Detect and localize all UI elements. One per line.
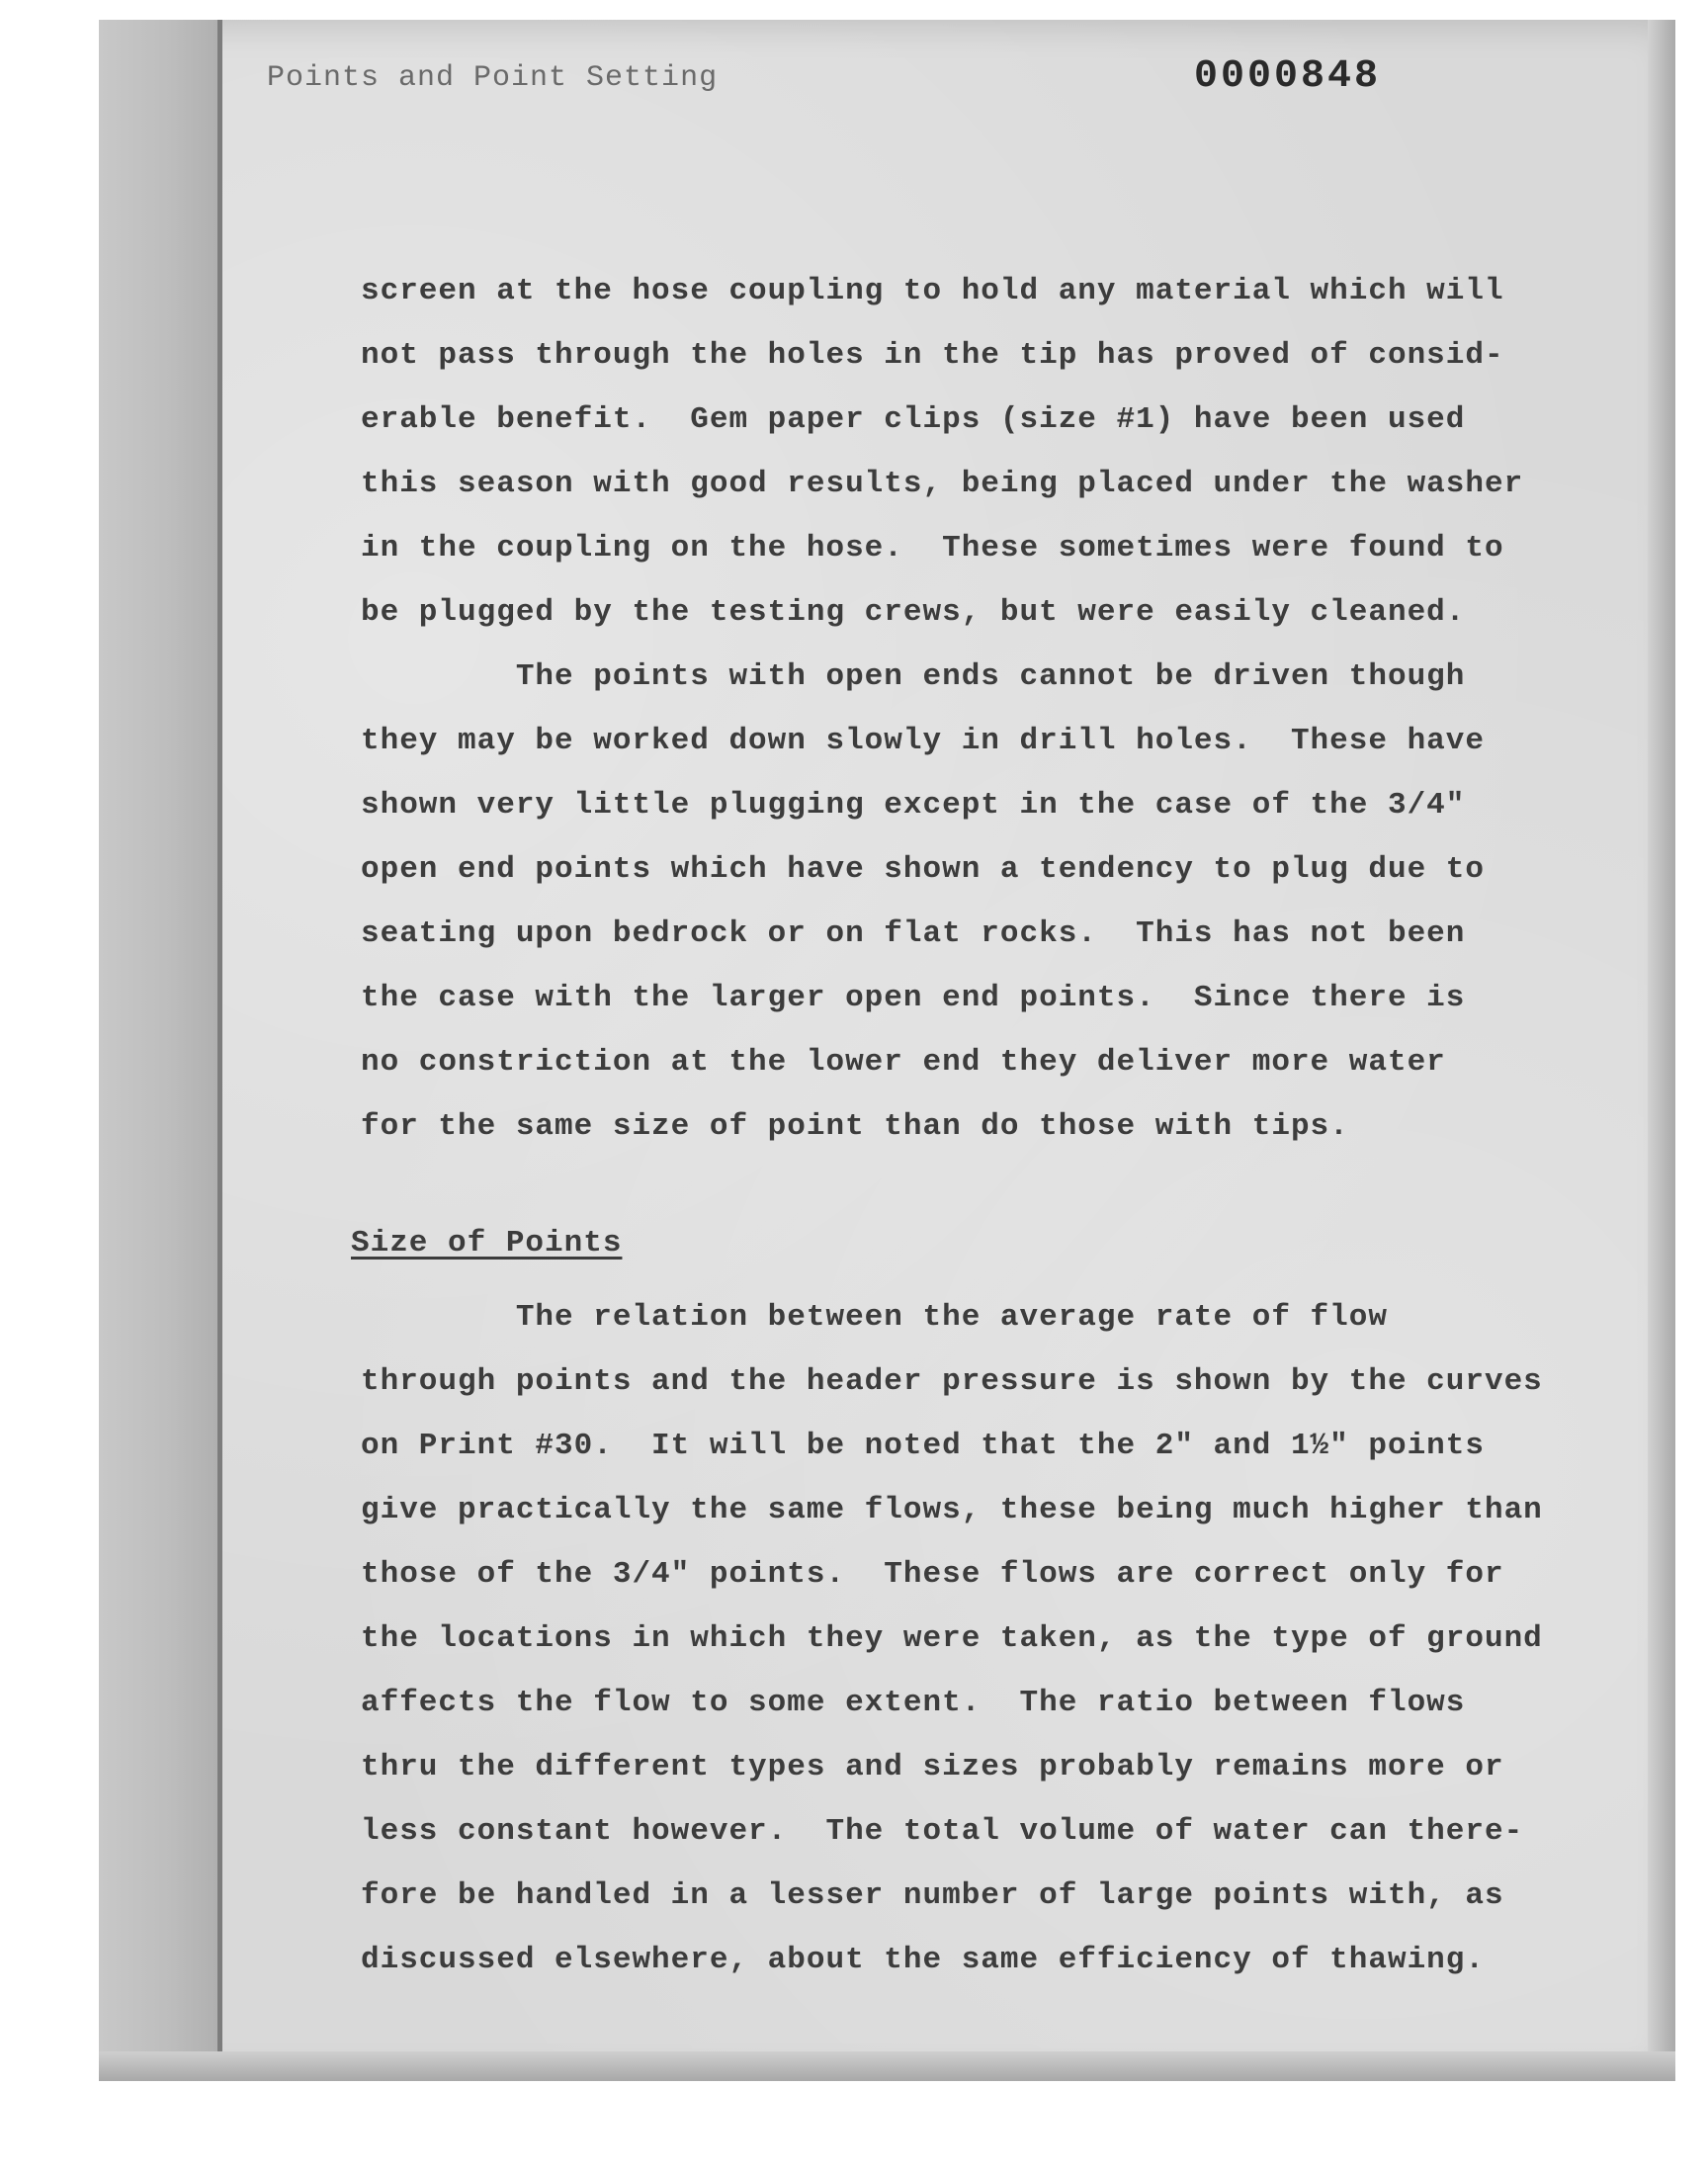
left-margin-strip bbox=[99, 20, 217, 2081]
body-line: the case with the larger open end points. Since there is bbox=[361, 981, 1466, 1015]
body-line: the locations in which they were taken, as the type of ground bbox=[361, 1621, 1543, 1656]
body-line: those of the 3/4" points. These flows are correct only for bbox=[361, 1557, 1504, 1592]
body-line: shown very little plugging except in the case of the 3/4" bbox=[361, 788, 1466, 823]
body-line: less constant however. The total volume of water can there- bbox=[361, 1814, 1524, 1849]
margin-rule bbox=[217, 20, 222, 2081]
body-line: The points with open ends cannot be driven though bbox=[361, 659, 1466, 694]
body-line: on Print #30. It will be noted that the 2" and 1½" points bbox=[361, 1429, 1485, 1463]
body-line: give practically the same flows, these being much higher than bbox=[361, 1493, 1543, 1527]
bottom-page-edge bbox=[99, 2051, 1675, 2081]
body-line: no constriction at the lower end they deliver more water bbox=[361, 1045, 1446, 1080]
body-line: be plugged by the testing crews, but were easily cleaned. bbox=[361, 595, 1466, 630]
right-page-edge bbox=[1648, 20, 1675, 2081]
body-line: through points and the header pressure is shown by the curves bbox=[361, 1364, 1543, 1399]
body-line: in the coupling on the hose. These sometimes were found to bbox=[361, 531, 1504, 566]
section-heading: Size of Points bbox=[351, 1226, 623, 1261]
body-line: for the same size of point than do those with tips. bbox=[361, 1109, 1349, 1144]
body-line: seating upon bedrock or on flat rocks. This has not been bbox=[361, 916, 1466, 951]
body-section-1 bbox=[361, 259, 1577, 1159]
body-line: screen at the hose coupling to hold any material which will bbox=[361, 274, 1504, 308]
body-line: The relation between the average rate of flow bbox=[361, 1300, 1388, 1335]
body-line: affects the flow to some extent. The ratio between flows bbox=[361, 1686, 1466, 1720]
body-line: fore be handled in a lesser number of large points with, as bbox=[361, 1878, 1504, 1913]
running-head: Points and Point Setting bbox=[267, 61, 719, 95]
body-line: they may be worked down slowly in drill holes. These have bbox=[361, 724, 1485, 758]
body-line: not pass through the holes in the tip has proved of consid- bbox=[361, 338, 1504, 373]
document-number: 0000848 bbox=[1194, 54, 1382, 99]
body-line: this season with good results, being placed under the washer bbox=[361, 467, 1524, 501]
body-line: discussed elsewhere, about the same efficiency of thawing. bbox=[361, 1943, 1485, 1977]
body-line: open end points which have shown a tendency to plug due to bbox=[361, 852, 1485, 887]
body-line: thru the different types and sizes probably remains more or bbox=[361, 1750, 1504, 1784]
body-section-2 bbox=[361, 1285, 1577, 1992]
body-line: erable benefit. Gem paper clips (size #1) have been used bbox=[361, 402, 1466, 437]
